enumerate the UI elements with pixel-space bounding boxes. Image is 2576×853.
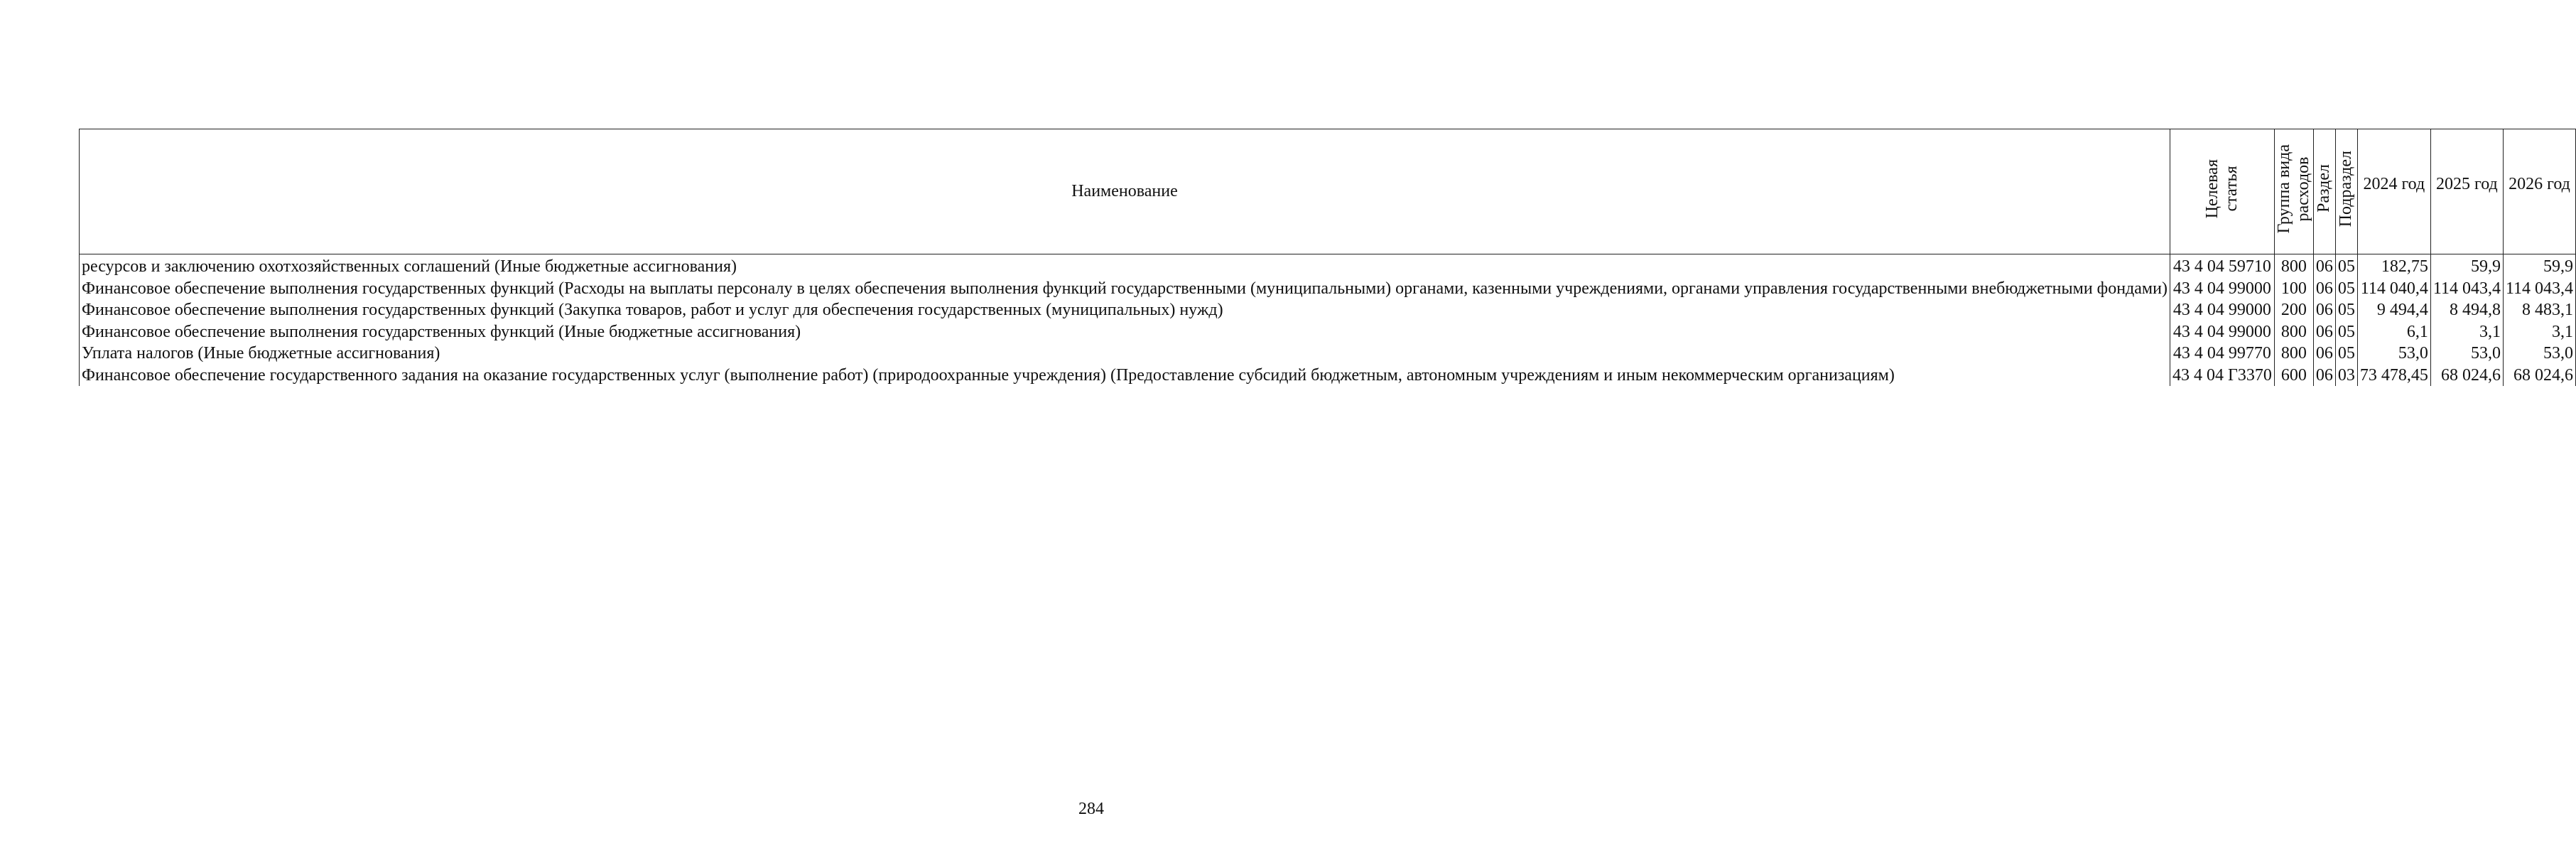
- cell-expense-group: 100: [2274, 278, 2313, 300]
- header-subsection-label: Подраздел: [2337, 150, 2356, 227]
- cell-2026: 53,0: [2503, 343, 2575, 365]
- page-number: 284: [1078, 800, 1104, 818]
- cell-2024: 73 478,45: [2357, 365, 2430, 387]
- cell-expense-group: 800: [2274, 343, 2313, 365]
- table-row: [80, 321, 2576, 343]
- cell-name: Финансовое обеспечение выполнения государственных функций (Расходы на выплаты персоналу в целях обеспечения выполнения функций государственными (муниципальными) органами, казенными учреждениями, органами управления государственными внебюджетными фондами): [80, 278, 2170, 300]
- cell-name: ресурсов и заключению охотхозяйственных соглашений (Иные бюджетные ассигнования): [80, 254, 2170, 278]
- cell-2026: 8 483,1: [2503, 299, 2575, 321]
- cell-section: 06: [2313, 299, 2335, 321]
- cell-subsection: 05: [2335, 343, 2357, 365]
- cell-2026: 59,9: [2503, 254, 2575, 278]
- header-group-line1: Группа вида: [2274, 144, 2293, 233]
- cell-section: 06: [2313, 254, 2335, 278]
- cell-2025: 53,0: [2430, 343, 2503, 365]
- cell-subsection: 05: [2335, 321, 2357, 343]
- cell-2024: 53,0: [2357, 343, 2430, 365]
- table-row: [80, 299, 2576, 321]
- cell-target-article: 43 4 04 99000: [2170, 299, 2274, 321]
- cell-2025: 8 494,8: [2430, 299, 2503, 321]
- header-target-line2: статья: [2221, 166, 2241, 212]
- cell-target-article: 43 4 04 99000: [2170, 321, 2274, 343]
- cell-section: 06: [2313, 343, 2335, 365]
- cell-section: 06: [2313, 365, 2335, 387]
- budget-table: [79, 129, 2576, 386]
- cell-target-article: 43 4 04 Г3370: [2170, 365, 2274, 387]
- cell-2024: 9 494,4: [2357, 299, 2430, 321]
- table-header-row: [80, 129, 2576, 254]
- cell-section: 06: [2313, 278, 2335, 300]
- header-year-2024: 2024 год: [2357, 129, 2430, 254]
- header-section-label: Раздел: [2315, 164, 2334, 213]
- cell-2025: 3,1: [2430, 321, 2503, 343]
- cell-expense-group: 200: [2274, 299, 2313, 321]
- header-target-article: [2170, 129, 2274, 254]
- cell-section: 06: [2313, 321, 2335, 343]
- cell-subsection: 05: [2335, 299, 2357, 321]
- cell-name: Финансовое обеспечение выполнения государственных функций (Закупка товаров, работ и услуг для обеспечения государственных (муниципальных) нужд): [80, 299, 2170, 321]
- cell-2026: 68 024,6: [2503, 365, 2575, 387]
- cell-subsection: 05: [2335, 278, 2357, 300]
- cell-2025: 59,9: [2430, 254, 2503, 278]
- cell-name: Уплата налогов (Иные бюджетные ассигнования): [80, 343, 2170, 365]
- header-year-2026: 2026 год: [2503, 129, 2575, 254]
- cell-subsection: 03: [2335, 365, 2357, 387]
- table-row: [80, 343, 2576, 365]
- cell-target-article: 43 4 04 99000: [2170, 278, 2274, 300]
- cell-target-article: 43 4 04 99770: [2170, 343, 2274, 365]
- cell-target-article: 43 4 04 59710: [2170, 254, 2274, 278]
- header-subsection: [2335, 129, 2357, 254]
- cell-2024: 182,75: [2357, 254, 2430, 278]
- cell-2024: 114 040,4: [2357, 278, 2430, 300]
- header-target-line1: Целевая: [2202, 159, 2221, 218]
- header-name: Наименование: [80, 129, 2170, 254]
- cell-name: Финансовое обеспечение выполнения государственных функций (Иные бюджетные ассигнования): [80, 321, 2170, 343]
- cell-2026: 114 043,4: [2503, 278, 2575, 300]
- cell-subsection: 05: [2335, 254, 2357, 278]
- cell-2025: 114 043,4: [2430, 278, 2503, 300]
- header-group-line2: расходов: [2293, 156, 2312, 221]
- cell-2025: 68 024,6: [2430, 365, 2503, 387]
- header-expense-group: [2274, 129, 2313, 254]
- header-section: [2313, 129, 2335, 254]
- cell-expense-group: 800: [2274, 321, 2313, 343]
- cell-expense-group: 600: [2274, 365, 2313, 387]
- cell-2026: 3,1: [2503, 321, 2575, 343]
- table-row: [80, 365, 2576, 387]
- table-row: [80, 278, 2576, 300]
- table-row: [80, 254, 2576, 278]
- cell-name: Финансовое обеспечение государственного задания на оказание государственных услуг (выполнение работ) (природоохранные учреждения) (Предоставление субсидий бюджетным, автономным учреждениям и иным некоммерческим организациям): [80, 365, 2170, 387]
- cell-2024: 6,1: [2357, 321, 2430, 343]
- cell-expense-group: 800: [2274, 254, 2313, 278]
- header-year-2025: 2025 год: [2430, 129, 2503, 254]
